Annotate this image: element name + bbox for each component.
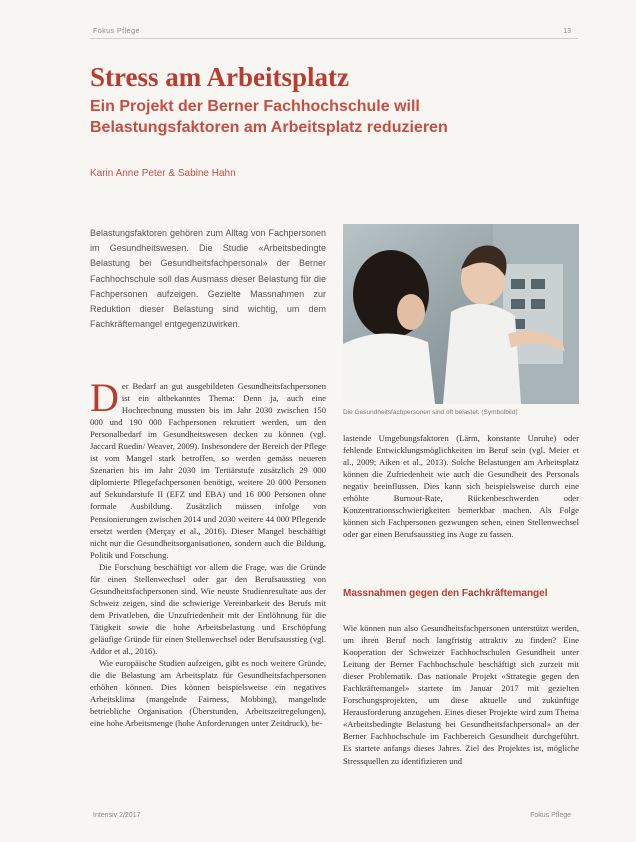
body-column-right-bottom [343,622,579,767]
photo-caption: Die Gesundheitsfachpersonen sind oft belastet. (Symbolbild) [343,409,518,416]
body-column-left [90,375,326,729]
nurses-photo-illustration [343,224,579,404]
paragraph-text: er Bedarf an gut ausgebildeten Gesundheitsfachpersonen ist ein altbekanntes Thema: Denn ja, auch eine Hochrechnung mussten bis im Jahr 2030 zwischen 150 000 und 190 000 Fachpersonen rekrutiert werden, um den Personalbedarf im Gesundheitswesen decken zu können (vgl. Jaccard Ruedin/ Weaver, 2009). Insbesondere der Bereich der Pflege ist vom Mangel stark betroffen, so werden gemäss neueren Szenarien bis im Jahr 2030 im Tertiärstufe zusätzlich 29 000 diplomierte Pflegefachpersonen benötigt, weitere 20 000 Personen auf Sekundarstufe II (EFZ und EBA) und 16 000 Personen ohne formale Ausbildung. Zusätzlich müssen infolge von Pensionierungen zwischen 2014 und 2030 weitere 44 000 Pflegende ersetzt werden (Merçay et al., 2016). Dieser Mangel beschäftigt nicht nur die Gesundheitsorganisationen, sondern auch die Bildung, Politik und Forschung. [90,381,326,560]
header-rule [90,38,578,39]
section-heading: Massnahmen gegen den Fachkräftemangel [343,588,548,599]
body-paragraph [90,375,326,561]
page-number: 13 [563,28,571,35]
body-column-right-top [343,432,579,540]
body-paragraph: lastende Umgebungsfaktoren (Lärm, konstante Unruhe) oder fehlende Entwicklungsmöglichkeiten im Beruf sein (vgl. Meier et al., 2009; Aiken et al., 2013). Solche Belastungen am Arbeitsplatz können die Zufriedenheit wie auch die Gesundheit des Personals negativ beeinflussen. Dies kann sich beispielsweise durch eine erhöhte Burnout-Rate, Rückenbeschwerden oder Konzentrationsschwierigkeiten bemerkbar machen. Als Folge können sich Fachpersonen gezwungen sehen, einen Stellenwechsel oder gar einen Berufsausstieg ins Auge zu fassen. [343,433,579,540]
article-authors: Karin Anne Peter & Sabine Hahn [90,168,236,179]
body-paragraph: Die Forschung beschäftigt vor allem die Frage, was die Gründe für einen Stellenwechsel oder gar den Berufsausstieg von Gesundheitsfachpersonen sind. Wie neuste Studienresultate aus der Schweiz zeigen, sind die schwierige Vereinbarkeit des Berufs mit dem Privatleben, die Unzufriedenheit mit der Entlöhnung für die Tätigkeit sowie die hohe Arbeitsbelastung und Erschöpfung geläufige Gründe für einen Stellenwechsel oder Berufsausstieg (vgl. Addor et al., 2016). [90,561,326,657]
article-photo [343,224,579,404]
page-header-section: Fokus Pflege [93,28,140,35]
body-paragraph: Wie europäische Studien aufzeigen, gibt es noch weitere Gründe, die die Belastung am Arbeitsplatz für Gesundheitsfachpersonen erhöhen können. Dies können beispielsweise ein negatives Arbeitsklima (mangelnde Fairness, Mobbing), mangelnde betriebliche Organisation (Überstunden, Arbeitszeitregelungen), eine hohe Arbeitsmenge (hohe Anforderungen unter Zeitdruck), be- [90,658,326,729]
article-title: Stress am Arbeitsplatz [90,62,349,92]
article-subtitle: Ein Projekt der Berner Fachhochschule will Belastungsfaktoren am Arbeitsplatz reduzieren [90,98,448,136]
drop-cap: D [90,375,119,420]
article-lead: Belastungsfaktoren gehören zum Alltag von Fachpersonen im Gesundheitswesen. Die Studie «Arbeitsbedingte Belastung bei Gesundheitsfachpersonal» der Berner Fachhochschule soll das Ausmass dieser Belastung für die Fachpersonen aufzeigen. Gezielte Massnahmen zur Reduktion dieser Belastung sind wichtig, um dem Fachkräftemangel entgegenzuwirken. [90,228,326,330]
footer-right: Fokus Pflege [530,812,571,819]
footer-left: Intensiv 2/2017 [93,812,141,819]
body-paragraph: Wie können nun also Gesundheitsfachpersonen unterstützt werden, um ihren Beruf noch langfristig attraktiv zu finden? Eine Kooperation der Schweizer Fachhochschulen Gesundheit unter Leitung der Berner Fachhochschule beschäftigt sich zurzeit mit dieser Problematik. Das nationale Projekt «Strategie gegen den Fachkräftemangel» startete im Januar 2017 mit gezielten Forschungsprojekten, um diese aktuelle und zukünftige Herausforderung anzugehen. Eines dieser Projekte wird zum Thema «Arbeitsbedingte Belastung bei Gesundheitsfachpersonal» an der Berner Fachhochschule im Fachbereich Gesundheit durchgeführt. Es startete anfangs dieses Jahres. Ziel des Projektes ist, mögliche Stressquellen zu identifizieren und [343,623,579,766]
